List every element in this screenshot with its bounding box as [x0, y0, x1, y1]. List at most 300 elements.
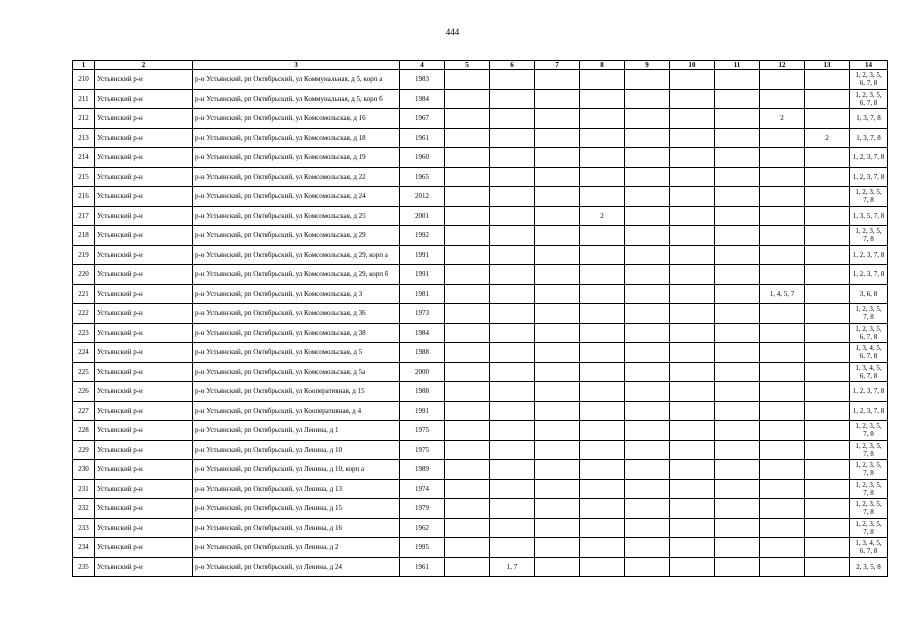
col6-cell: [490, 206, 535, 226]
col14-cell: 2, 3, 5, 8: [850, 557, 888, 577]
column-header-7: 7: [535, 61, 580, 70]
table-row: [73, 284, 888, 304]
year-cell: 1961: [400, 128, 445, 148]
col12-cell: [760, 362, 805, 382]
district-cell: Устьянский р-н: [95, 265, 193, 285]
address-cell: р-н Устьянский, рп Октябрьский, ул Кооперативная, д 4: [193, 401, 400, 421]
col9-cell: [625, 304, 670, 324]
row-number-cell: 217: [73, 206, 95, 226]
col9-cell: [625, 479, 670, 499]
row-number-cell: 229: [73, 440, 95, 460]
row-number-cell: 228: [73, 421, 95, 441]
col8-cell: [580, 460, 625, 480]
col7-cell: [535, 557, 580, 577]
col14-cell: 1, 2, 3, 7, 8: [850, 245, 888, 265]
table-row: [73, 167, 888, 187]
col13-cell: [805, 401, 850, 421]
column-header-2: 2: [95, 61, 193, 70]
col9-cell: [625, 245, 670, 265]
table-row: [73, 148, 888, 168]
col14-cell: 1, 2, 3, 7, 8: [850, 382, 888, 402]
district-cell: Устьянский р-н: [95, 89, 193, 109]
row-number-cell: 232: [73, 499, 95, 519]
col14-cell: 1, 2, 3, 5, 7, 8: [850, 226, 888, 246]
col6-cell: [490, 382, 535, 402]
col7-cell: [535, 128, 580, 148]
table-row: [73, 518, 888, 538]
district-cell: Устьянский р-н: [95, 518, 193, 538]
district-cell: Устьянский р-н: [95, 382, 193, 402]
col13-cell: [805, 70, 850, 90]
address-cell: р-н Устьянский, рп Октябрьский, ул Комсомольская, д 5а: [193, 362, 400, 382]
year-cell: 1983: [400, 70, 445, 90]
col14-cell: 1, 3, 4, 5, 6, 7, 8: [850, 362, 888, 382]
col13-cell: [805, 323, 850, 343]
table-row: [73, 362, 888, 382]
district-cell: Устьянский р-н: [95, 206, 193, 226]
col12-cell: [760, 499, 805, 519]
col11-cell: [715, 70, 760, 90]
col14-cell: 1, 2, 3, 7, 8: [850, 167, 888, 187]
table-row: [73, 343, 888, 363]
district-cell: Устьянский р-н: [95, 284, 193, 304]
district-cell: Устьянский р-н: [95, 304, 193, 324]
col8-cell: [580, 284, 625, 304]
row-number-cell: 230: [73, 460, 95, 480]
district-cell: Устьянский р-н: [95, 460, 193, 480]
col11-cell: [715, 421, 760, 441]
col11-cell: [715, 538, 760, 558]
table-row: [73, 440, 888, 460]
column-header-9: 9: [625, 61, 670, 70]
table-row: [73, 538, 888, 558]
col13-cell: [805, 206, 850, 226]
table-row: [73, 70, 888, 90]
table-row: [73, 265, 888, 285]
district-cell: Устьянский р-н: [95, 226, 193, 246]
address-cell: р-н Устьянский, рп Октябрьский, ул Ленина, д 15: [193, 499, 400, 519]
col9-cell: [625, 265, 670, 285]
year-cell: 1995: [400, 538, 445, 558]
col10-cell: [670, 362, 715, 382]
address-cell: р-н Устьянский, рп Октябрьский, ул Комсомольская, д 19: [193, 148, 400, 168]
col5-cell: [445, 538, 490, 558]
col7-cell: [535, 362, 580, 382]
col7-cell: [535, 382, 580, 402]
year-cell: 1984: [400, 323, 445, 343]
col8-cell: [580, 109, 625, 129]
col6-cell: [490, 304, 535, 324]
col13-cell: [805, 109, 850, 129]
col13-cell: [805, 518, 850, 538]
district-cell: Устьянский р-н: [95, 557, 193, 577]
col11-cell: [715, 401, 760, 421]
col10-cell: [670, 187, 715, 207]
row-number-cell: 215: [73, 167, 95, 187]
col12-cell: [760, 89, 805, 109]
column-header-5: 5: [445, 61, 490, 70]
col6-cell: [490, 518, 535, 538]
col13-cell: [805, 557, 850, 577]
col10-cell: [670, 538, 715, 558]
year-cell: 1981: [400, 284, 445, 304]
col9-cell: [625, 401, 670, 421]
col5-cell: [445, 421, 490, 441]
col12-cell: [760, 343, 805, 363]
col8-cell: [580, 362, 625, 382]
row-number-cell: 211: [73, 89, 95, 109]
col10-cell: [670, 304, 715, 324]
col12-cell: [760, 440, 805, 460]
district-cell: Устьянский р-н: [95, 70, 193, 90]
col12-cell: [760, 421, 805, 441]
col10-cell: [670, 323, 715, 343]
col13-cell: [805, 479, 850, 499]
col9-cell: [625, 323, 670, 343]
col13-cell: [805, 343, 850, 363]
col11-cell: [715, 187, 760, 207]
col5-cell: [445, 226, 490, 246]
year-cell: 1979: [400, 499, 445, 519]
col6-cell: [490, 89, 535, 109]
col14-cell: 1, 3, 4, 5, 6, 7, 8: [850, 343, 888, 363]
col12-cell: [760, 401, 805, 421]
year-cell: 1991: [400, 245, 445, 265]
col8-cell: [580, 479, 625, 499]
col5-cell: [445, 518, 490, 538]
col14-cell: 1, 2, 3, 5, 7, 8: [850, 499, 888, 519]
column-header-14: 14: [850, 61, 888, 70]
col8-cell: [580, 304, 625, 324]
col8-cell: [580, 89, 625, 109]
col6-cell: [490, 499, 535, 519]
address-cell: р-н Устьянский, рп Октябрьский, ул Ленина, д 13: [193, 479, 400, 499]
col14-cell: 1, 2, 3, 5, 7, 8: [850, 440, 888, 460]
col11-cell: [715, 226, 760, 246]
address-cell: р-н Устьянский, рп Октябрьский, ул Комсомольская, д 16: [193, 109, 400, 129]
col14-cell: 1, 2, 3, 7, 8: [850, 148, 888, 168]
col12-cell: [760, 226, 805, 246]
district-cell: Устьянский р-н: [95, 538, 193, 558]
col13-cell: [805, 167, 850, 187]
col9-cell: [625, 362, 670, 382]
col10-cell: [670, 206, 715, 226]
col6-cell: [490, 187, 535, 207]
col8-cell: [580, 401, 625, 421]
col13-cell: [805, 284, 850, 304]
year-cell: 1975: [400, 421, 445, 441]
col14-cell: 1, 2, 3, 7, 8: [850, 265, 888, 285]
col9-cell: [625, 440, 670, 460]
column-header-6: 6: [490, 61, 535, 70]
table-row: [73, 304, 888, 324]
col13-cell: [805, 382, 850, 402]
col12-cell: [760, 304, 805, 324]
district-cell: Устьянский р-н: [95, 479, 193, 499]
col13-cell: [805, 421, 850, 441]
col6-cell: [490, 460, 535, 480]
col10-cell: [670, 148, 715, 168]
col9-cell: [625, 382, 670, 402]
col10-cell: [670, 284, 715, 304]
col11-cell: [715, 499, 760, 519]
col12-cell: [760, 245, 805, 265]
col7-cell: [535, 421, 580, 441]
col10-cell: [670, 460, 715, 480]
col13-cell: [805, 226, 850, 246]
column-header-8: 8: [580, 61, 625, 70]
col9-cell: [625, 460, 670, 480]
year-cell: 2000: [400, 362, 445, 382]
row-number-cell: 220: [73, 265, 95, 285]
col6-cell: [490, 128, 535, 148]
col7-cell: [535, 265, 580, 285]
district-cell: Устьянский р-н: [95, 440, 193, 460]
row-number-cell: 235: [73, 557, 95, 577]
column-header-11: 11: [715, 61, 760, 70]
col5-cell: [445, 284, 490, 304]
col12-cell: [760, 323, 805, 343]
col7-cell: [535, 304, 580, 324]
col12-cell: [760, 557, 805, 577]
district-cell: Устьянский р-н: [95, 499, 193, 519]
col9-cell: [625, 421, 670, 441]
col9-cell: [625, 148, 670, 168]
col10-cell: [670, 479, 715, 499]
col14-cell: 1, 2, 3, 5, 6, 7, 8: [850, 70, 888, 90]
col10-cell: [670, 499, 715, 519]
table-row: [73, 245, 888, 265]
col12-cell: 2: [760, 109, 805, 129]
table-row: [73, 109, 888, 129]
address-cell: р-н Устьянский, рп Октябрьский, ул Комсомольская, д 18: [193, 128, 400, 148]
col8-cell: [580, 499, 625, 519]
col6-cell: [490, 109, 535, 129]
col8-cell: [580, 518, 625, 538]
year-cell: 1991: [400, 265, 445, 285]
address-cell: р-н Устьянский, рп Октябрьский, ул Кооперативная, д 15: [193, 382, 400, 402]
col5-cell: [445, 460, 490, 480]
column-header-4: 4: [400, 61, 445, 70]
col13-cell: [805, 245, 850, 265]
col6-cell: [490, 167, 535, 187]
col6-cell: [490, 323, 535, 343]
col11-cell: [715, 304, 760, 324]
year-cell: 1984: [400, 89, 445, 109]
column-header-13: 13: [805, 61, 850, 70]
col13-cell: [805, 460, 850, 480]
col13-cell: [805, 304, 850, 324]
row-number-cell: 218: [73, 226, 95, 246]
col12-cell: [760, 206, 805, 226]
table-row: [73, 89, 888, 109]
col10-cell: [670, 226, 715, 246]
table-row: [73, 479, 888, 499]
year-cell: 1961: [400, 557, 445, 577]
address-cell: р-н Устьянский, рп Октябрьский, ул Комсомольская, д 29, корп б: [193, 265, 400, 285]
col9-cell: [625, 206, 670, 226]
row-number-cell: 226: [73, 382, 95, 402]
col5-cell: [445, 109, 490, 129]
col7-cell: [535, 323, 580, 343]
address-cell: р-н Устьянский, рп Октябрьский, ул Ленина, д 1: [193, 421, 400, 441]
col9-cell: [625, 518, 670, 538]
col6-cell: [490, 245, 535, 265]
col8-cell: [580, 70, 625, 90]
col11-cell: [715, 206, 760, 226]
col10-cell: [670, 109, 715, 129]
col9-cell: [625, 89, 670, 109]
year-cell: 1960: [400, 148, 445, 168]
col7-cell: [535, 284, 580, 304]
col14-cell: 1, 2, 3, 5, 7, 8: [850, 187, 888, 207]
col12-cell: [760, 460, 805, 480]
row-number-cell: 233: [73, 518, 95, 538]
col7-cell: [535, 226, 580, 246]
col13-cell: [805, 265, 850, 285]
col11-cell: [715, 167, 760, 187]
district-cell: Устьянский р-н: [95, 128, 193, 148]
address-cell: р-н Устьянский, рп Октябрьский, ул Комсомольская, д 29, корп а: [193, 245, 400, 265]
col8-cell: [580, 148, 625, 168]
col5-cell: [445, 206, 490, 226]
table-row: [73, 401, 888, 421]
column-number-header-row: [73, 61, 888, 70]
col5-cell: [445, 128, 490, 148]
column-header-10: 10: [670, 61, 715, 70]
col10-cell: [670, 440, 715, 460]
col9-cell: [625, 557, 670, 577]
col14-cell: 1, 3, 5, 7, 8: [850, 206, 888, 226]
table-row: [73, 187, 888, 207]
table-row: [73, 557, 888, 577]
col5-cell: [445, 70, 490, 90]
year-cell: 2012: [400, 187, 445, 207]
col14-cell: 1, 2, 3, 5, 7, 8: [850, 460, 888, 480]
col11-cell: [715, 245, 760, 265]
address-cell: р-н Устьянский, рп Октябрьский, ул Ленина, д 2: [193, 538, 400, 558]
district-cell: Устьянский р-н: [95, 421, 193, 441]
column-header-3: 3: [193, 61, 400, 70]
col10-cell: [670, 518, 715, 538]
address-cell: р-н Устьянский, рп Октябрьский, ул Комсомольская, д 38: [193, 323, 400, 343]
col5-cell: [445, 89, 490, 109]
col7-cell: [535, 499, 580, 519]
col9-cell: [625, 284, 670, 304]
row-number-cell: 224: [73, 343, 95, 363]
col5-cell: [445, 362, 490, 382]
year-cell: 2001: [400, 206, 445, 226]
col14-cell: 1, 3, 7, 8: [850, 128, 888, 148]
col6-cell: [490, 401, 535, 421]
col10-cell: [670, 128, 715, 148]
col9-cell: [625, 499, 670, 519]
col7-cell: [535, 245, 580, 265]
district-cell: Устьянский р-н: [95, 323, 193, 343]
col12-cell: [760, 538, 805, 558]
col5-cell: [445, 187, 490, 207]
col5-cell: [445, 304, 490, 324]
year-cell: 1989: [400, 460, 445, 480]
row-number-cell: 214: [73, 148, 95, 168]
address-cell: р-н Устьянский, рп Октябрьский, ул Комсомольская, д 25: [193, 206, 400, 226]
col10-cell: [670, 89, 715, 109]
district-cell: Устьянский р-н: [95, 187, 193, 207]
col11-cell: [715, 109, 760, 129]
col8-cell: [580, 128, 625, 148]
year-cell: 1988: [400, 343, 445, 363]
address-cell: р-н Устьянский, рп Октябрьский, ул Коммунальная, д 5, корп а: [193, 70, 400, 90]
column-header-12: 12: [760, 61, 805, 70]
row-number-cell: 221: [73, 284, 95, 304]
col12-cell: [760, 167, 805, 187]
year-cell: 1974: [400, 479, 445, 499]
col14-cell: 1, 2, 3, 5, 6, 7, 8: [850, 89, 888, 109]
col5-cell: [445, 440, 490, 460]
col12-cell: [760, 128, 805, 148]
row-number-cell: 213: [73, 128, 95, 148]
table-row: [73, 226, 888, 246]
col8-cell: [580, 382, 625, 402]
col5-cell: [445, 479, 490, 499]
col10-cell: [670, 167, 715, 187]
col12-cell: 1, 4, 5, 7: [760, 284, 805, 304]
col7-cell: [535, 518, 580, 538]
col9-cell: [625, 167, 670, 187]
col6-cell: [490, 284, 535, 304]
col5-cell: [445, 382, 490, 402]
col13-cell: [805, 148, 850, 168]
address-cell: р-н Устьянский, рп Октябрьский, ул Комсомольская, д 29: [193, 226, 400, 246]
col10-cell: [670, 421, 715, 441]
col9-cell: [625, 226, 670, 246]
col14-cell: 1, 2, 3, 5, 7, 8: [850, 421, 888, 441]
col5-cell: [445, 323, 490, 343]
col8-cell: 2: [580, 206, 625, 226]
col13-cell: 2: [805, 128, 850, 148]
address-cell: р-н Устьянский, рп Октябрьский, ул Ленина, д 10, корп а: [193, 460, 400, 480]
col7-cell: [535, 70, 580, 90]
year-cell: 1967: [400, 109, 445, 129]
col5-cell: [445, 401, 490, 421]
col9-cell: [625, 187, 670, 207]
col9-cell: [625, 538, 670, 558]
col6-cell: [490, 538, 535, 558]
district-cell: Устьянский р-н: [95, 245, 193, 265]
col7-cell: [535, 148, 580, 168]
col11-cell: [715, 518, 760, 538]
col8-cell: [580, 167, 625, 187]
col13-cell: [805, 440, 850, 460]
col7-cell: [535, 479, 580, 499]
row-number-cell: 212: [73, 109, 95, 129]
col14-cell: 1, 2, 3, 5, 7, 8: [850, 518, 888, 538]
col11-cell: [715, 382, 760, 402]
row-number-cell: 231: [73, 479, 95, 499]
col6-cell: [490, 70, 535, 90]
col14-cell: 1, 2, 3, 7, 8: [850, 401, 888, 421]
district-cell: Устьянский р-н: [95, 167, 193, 187]
address-cell: р-н Устьянский, рп Октябрьский, ул Ленина, д 10: [193, 440, 400, 460]
district-cell: Устьянский р-н: [95, 109, 193, 129]
col5-cell: [445, 499, 490, 519]
address-cell: р-н Устьянский, рп Октябрьский, ул Комсомольская, д 36: [193, 304, 400, 324]
table-row: [73, 499, 888, 519]
row-number-cell: 216: [73, 187, 95, 207]
col12-cell: [760, 70, 805, 90]
col7-cell: [535, 460, 580, 480]
col14-cell: 1, 2, 3, 5, 7, 8: [850, 304, 888, 324]
